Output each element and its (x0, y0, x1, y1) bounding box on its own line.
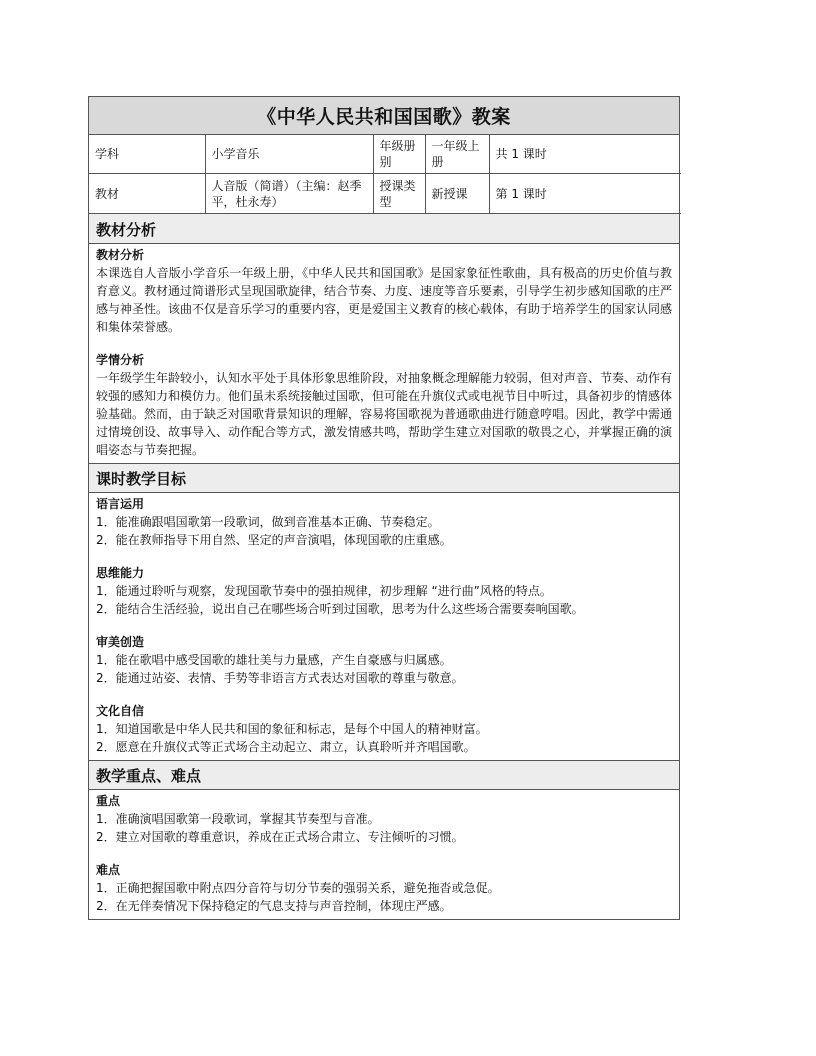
goal-item: 1．能通过聆听与观察，发现国歌节奏中的强拍规律，初步理解 “进行曲”风格的特点。 (96, 584, 552, 598)
section-body-goals (89, 493, 679, 760)
document-title: 《中华人民共和国国歌》教案 (89, 97, 679, 135)
goal-title-culture: 文化自信 (96, 704, 145, 718)
goal-item: 1．能在歌唱中感受国歌的雄壮美与力量感，产生自豪感与归属感。 (96, 653, 452, 667)
goal-item: 2．能在教师指导下用自然、坚定的声音演唱，体现国歌的庄重感。 (96, 533, 452, 547)
keypoint-item: 2．在无伴奏情况下保持稳定的气息支持与声音控制，体现庄严感。 (96, 899, 452, 913)
subject-value: 小学音乐 (205, 135, 373, 174)
goal-item: 1．知道国歌是中华人民共和国的象征和标志，是每个中国人的精神财富。 (96, 722, 488, 736)
grade-value: 一年级上册 (425, 135, 489, 174)
goal-title-aesthetic: 审美创造 (96, 635, 145, 649)
section-body-keypoints (89, 790, 679, 919)
goal-item: 2．能通过站姿、表情、手势等非语言方式表达对国歌的尊重与敬意。 (96, 671, 464, 685)
goal-item: 1．能准确跟唱国歌第一段歌词，做到音准基本正确、节奏稳定。 (96, 515, 440, 529)
goal-title-language: 语言运用 (96, 497, 145, 511)
section-body-analysis (89, 244, 679, 463)
keypoint-item: 1．准确演唱国歌第一段歌词，掌握其节奏型与音准。 (96, 812, 380, 826)
goal-title-thinking: 思维能力 (96, 566, 145, 580)
section-heading-keypoints: 教学重点、难点 (89, 760, 679, 790)
grade-label: 年级册别 (373, 135, 425, 174)
current-hour: 第 1 课时 (489, 174, 681, 214)
lesson-plan-document (88, 96, 680, 920)
textbook-label: 教材 (89, 174, 205, 214)
textbook-analysis-text: 本课选自人音版小学音乐一年级上册，《中华人民共和国国歌》是国家象征性歌曲，具有极高的历史价值与教育意义。教材通过简谱形式呈现国歌旋律，结合节奏、力度、速度等音乐要素，引导学生初步感知国歌的庄严感与神圣性。该曲不仅是音乐学习的重要内容，更是爱国主义教育的核心载体，有助于培养学生的国家认同感和集体荣誉感。 (96, 266, 673, 334)
textbook-value: 人音版（简谱）（主编：赵季平，杜永寿） (205, 174, 373, 214)
keypoint-title-difficulty: 难点 (96, 863, 121, 877)
total-hours: 共 1 课时 (489, 135, 681, 174)
info-row-subject (89, 135, 681, 174)
learner-analysis-text: 一年级学生年龄较小，认知水平处于具体形象思维阶段，对抽象概念理解能力较弱，但对声音、节奏、动作有较强的感知力和模仿力。他们虽未系统接触过国歌，但可能在升旗仪式或电视节目中听过，具备初步的情感体验基础。然而，由于缺乏对国歌背景知识的理解，容易将国歌视为普通歌曲进行随意哼唱。因此，教学中需通过情境创设、故事导入、动作配合等方式，激发情感共鸣，帮助学生建立对国歌的敬畏之心，并掌握正确的演唱姿态与节奏把握。 (96, 371, 673, 457)
goal-item: 2．愿意在升旗仪式等正式场合主动起立、肃立，认真聆听并齐唱国歌。 (96, 740, 476, 754)
subject-label: 学科 (89, 135, 205, 174)
section-heading-goals: 课时教学目标 (89, 463, 679, 493)
section-heading-analysis: 教材分析 (89, 214, 679, 244)
lesson-type-value: 新授课 (425, 174, 489, 214)
goal-item: 2．能结合生活经验，说出自己在哪些场合听到过国歌，思考为什么这些场合需要奏响国歌。 (96, 602, 584, 616)
keypoint-title-focus: 重点 (96, 794, 121, 808)
subheading-learner-analysis: 学情分析 (96, 353, 145, 367)
info-row-textbook (89, 174, 681, 214)
keypoint-item: 2．建立对国歌的尊重意识，养成在正式场合肃立、专注倾听的习惯。 (96, 830, 464, 844)
lesson-type-label: 授课类型 (373, 174, 425, 214)
keypoint-item: 1．正确把握国歌中附点四分音符与切分节奏的强弱关系，避免拖沓或急促。 (96, 881, 500, 895)
subheading-textbook-analysis: 教材分析 (96, 248, 145, 262)
info-table (89, 135, 681, 214)
